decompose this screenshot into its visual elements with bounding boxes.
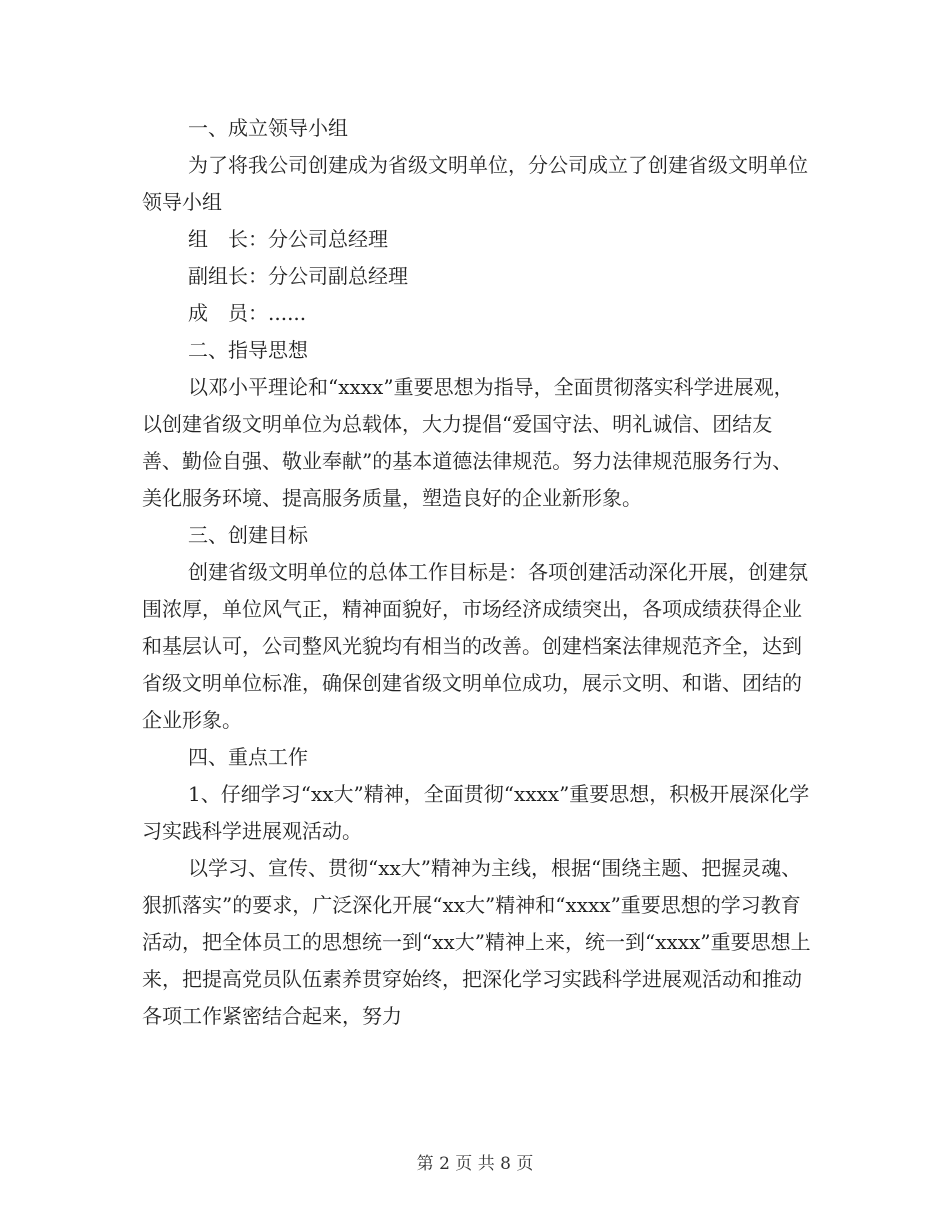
paragraph-leadership-intro: 为了将我公司创建成为省级文明单位，分公司成立了创建省级文明单位领导小组 (142, 153, 808, 214)
section-heading-goals: 三、创建目标 (188, 523, 308, 547)
document-body (142, 110, 812, 1035)
paragraph-deputy-leader: 副组长：分公司副总经理 (188, 264, 408, 288)
paragraph-members: 成 员：...... (188, 301, 307, 325)
paragraph-team-leader: 组 长：分公司总经理 (188, 227, 388, 251)
paragraph-goals: 创建省级文明单位的总体工作目标是：各项创建活动深化开展，创建氛围浓厚，单位风气正，精神面貌好，市场经济成绩突出，各项成绩获得企业和基层认可，公司整风光貌均有相当的改善。创建档案法律规范齐全，达到省级文明单位标准，确保创建省级文明单位成功，展示文明、和谐、团结的企业形象。 (142, 560, 808, 732)
paragraph-key-work-item-1: 1、仔细学习“xx大”精神，全面贯彻“xxxx”重要思想，积极开展深化学习实践科学进展观活动。 (142, 782, 810, 843)
section-heading-key-work: 四、重点工作 (188, 745, 308, 769)
section-heading-guiding-thought: 二、指导思想 (188, 338, 308, 362)
section-heading-leadership: 一、成立领导小组 (188, 116, 348, 140)
paragraph-key-work-detail: 以学习、宣传、贯彻“xx大”精神为主线，根据“围绕主题、把握灵魂、狠抓落实”的要求，广泛深化开展“xx大”精神和“xxxx”重要思想的学习教育活动，把全体员工的思想统一到“xx大”精神上来，统一到“xxxx”重要思想上来，把提高党员队伍素养贯穿始终，把深化学习实践科学进展观活动和推动各项工作紧密结合起来，努力 (142, 856, 811, 1028)
paragraph-guiding-thought: 以邓小平理论和“xxxx”重要思想为指导，全面贯彻落实科学进展观，以创建省级文明单位为总载体，大力提倡“爱国守法、明礼诚信、团结友善、勤俭自强、敬业奉献”的基本道德法律规范。努力法律规范服务行为、美化服务环境、提高服务质量，塑造良好的企业新形象。 (142, 375, 794, 510)
page-number-footer: 第 2 页 共 8 页 (416, 1154, 534, 1174)
